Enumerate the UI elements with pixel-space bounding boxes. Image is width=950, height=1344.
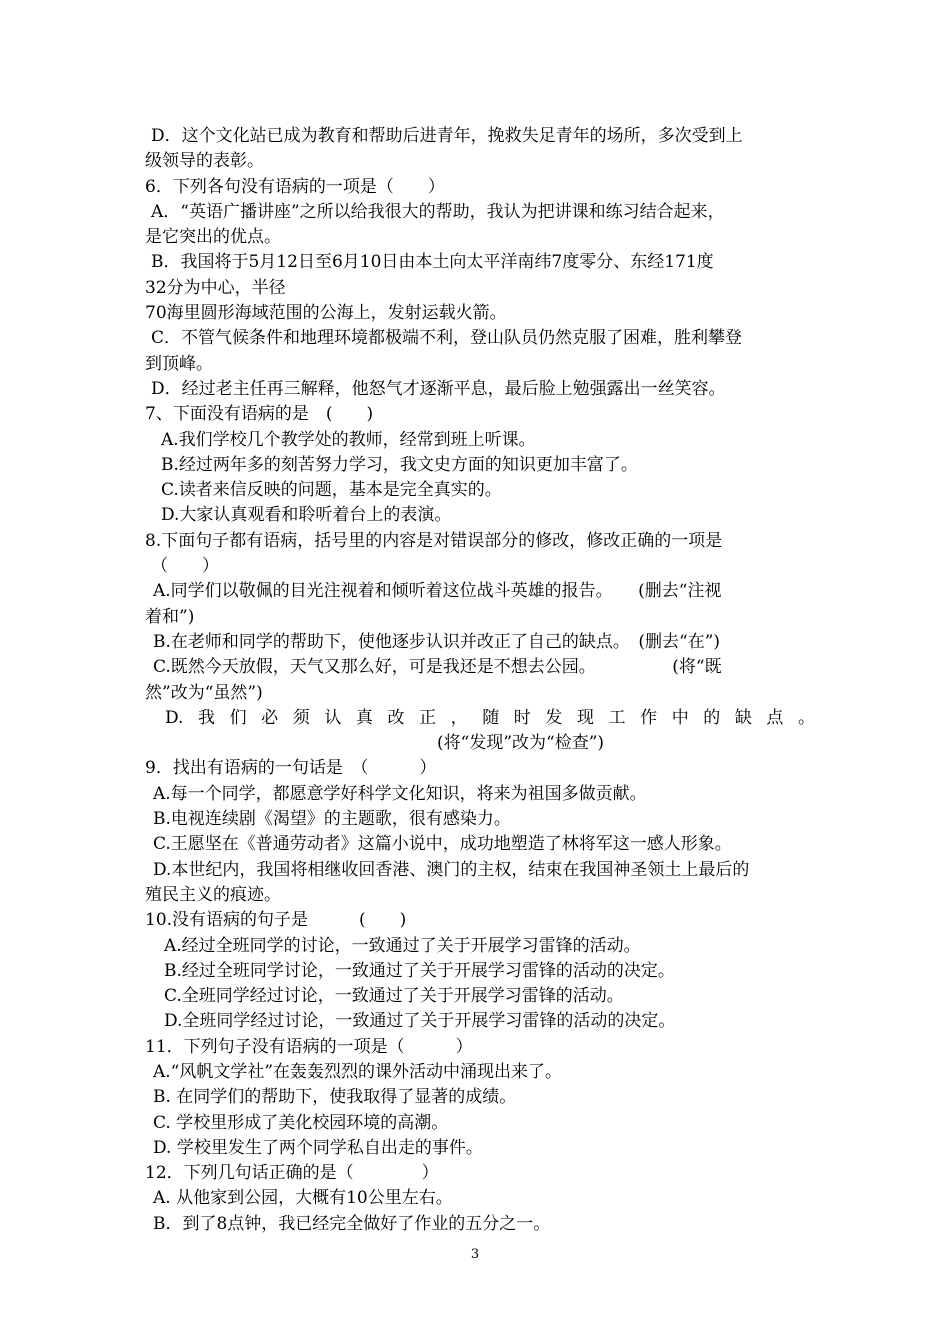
justified-char: 点 (766, 707, 784, 728)
text-line: 到顶峰。 (145, 353, 213, 374)
text-line: D.大家认真观看和聆听着台上的表演。 (161, 505, 452, 526)
justified-char: 发 (545, 707, 563, 728)
justified-char: 作 (640, 707, 658, 728)
page-number: 3 (470, 1247, 480, 1262)
justified-char: 时 (513, 707, 531, 728)
text-line: D.本世纪内，我国将相继收回香港、澳门的主权，结束在我国神圣领土上最后的 (153, 859, 750, 880)
text-line: 10.没有语病的句子是 ( ) (145, 910, 407, 931)
justified-char: 正 (419, 707, 437, 728)
text-line: A.同学们以敬佩的目光注视着和倾听着这位战斗英雄的报告。 (删去“注视 (153, 581, 722, 602)
text-line: 7、下面没有语病的是 ( ) (145, 404, 374, 425)
justified-char: 须 (292, 707, 310, 728)
justified-char: 工 (608, 707, 626, 728)
text-line: D.全班同学经过讨论，一致通过了关于开展学习雷锋的活动的决定。 (164, 1011, 676, 1032)
correction-note: (将“发现”改为“检查”) (437, 733, 605, 754)
text-line: B. 在同学们的帮助下，使我取得了显著的成绩。 (153, 1087, 517, 1108)
justified-char: 认 (324, 707, 342, 728)
text-line: D．经过老主任再三解释，他怒气才逐渐平息，最后脸上勉强露出一丝笑容。 (151, 378, 726, 399)
justified-char: 真 (355, 707, 373, 728)
text-line: B．我国将于5月12日至6月10日由本土向太平洋南纬7度零分、东经171度 (151, 252, 714, 273)
text-line: B.电视连续剧《渴望》的主题歌，很有感染力。 (153, 809, 511, 830)
justified-char: 。 (798, 707, 815, 728)
text-line: C.既然今天放假，天气又那么好，可是我还是不想去公园。 (将“既 (153, 657, 722, 678)
justified-char: 的 (703, 707, 721, 728)
text-line: 70海里圆形海域范围的公海上，发射运载火箭。 (145, 303, 507, 324)
text-line: 级领导的表彰。 (145, 151, 264, 172)
text-line: B.经过两年多的刻苦努力学习，我文史方面的知识更加丰富了。 (161, 454, 638, 475)
text-line: 11．下列句子没有语病的一项是（ ） (145, 1036, 473, 1057)
text-line: D. 学校里发生了两个同学私自出走的事件。 (153, 1137, 483, 1158)
text-line: 着和”) (145, 606, 195, 627)
justified-char: 改 (387, 707, 405, 728)
justified-char: 我 (198, 707, 216, 728)
text-line: 12．下列几句话正确的是（ ） (145, 1163, 439, 1184)
justified-char: 现 (576, 707, 594, 728)
justified-char: 们 (229, 707, 247, 728)
justified-char: ， (450, 707, 468, 728)
text-line: C.读者来信反映的问题，基本是完全真实的。 (161, 480, 502, 501)
text-line: B．到了8点钟，我已经完全做好了作业的五分之一。 (153, 1213, 551, 1234)
text-line: C. 学校里形成了美化校园环境的高潮。 (153, 1112, 449, 1133)
text-line: 然”改为“虽然”) (145, 682, 263, 703)
text-line: A．“英语广播讲座”之所以给我很大的帮助，我认为把讲课和练习结合起来， (151, 201, 725, 222)
text-line: 是它突出的优点。 (145, 227, 281, 248)
justified-char: D. (165, 707, 184, 728)
text-line: 32分为中心，半径 (145, 277, 286, 298)
text-line: A.每一个同学，都愿意学好科学文化知识，将来为祖国多做贡献。 (153, 783, 647, 804)
text-line: C.全班同学经过讨论，一致通过了关于开展学习雷锋的活动。 (164, 986, 624, 1007)
text-line: A.“风帆文学社”在轰轰烈烈的课外活动中涌现出来了。 (153, 1061, 563, 1082)
justified-char: 缺 (734, 707, 752, 728)
text-line: A.我们学校几个教学处的教师，经常到班上听课。 (161, 429, 536, 450)
text-line: （ ） (151, 556, 219, 577)
justified-char: 随 (482, 707, 500, 728)
page-content (145, 124, 815, 1237)
text-line: B.经过全班同学讨论，一致通过了关于开展学习雷锋的活动的决定。 (164, 960, 675, 981)
text-line: 9．找出有语病的一句话是 （ ） (145, 758, 437, 779)
question-block-2 (145, 756, 815, 1237)
text-line: A. 从他家到公园，大概有10公里左右。 (153, 1188, 453, 1209)
question-block-1 (145, 124, 815, 706)
text-line: C.王愿坚在《普通劳动者》这篇小说中，成功地塑造了林将军这一感人形象。 (153, 834, 732, 855)
text-line: 6．下列各句没有语病的一项是（ ） (145, 176, 445, 197)
justified-char: 必 (261, 707, 279, 728)
justified-option-line (145, 706, 815, 731)
text-line: A.经过全班同学的讨论，一致通过了关于开展学习雷锋的活动。 (164, 935, 641, 956)
text-line: D．这个文化站已成为教育和帮助后进青年，挽救失足青年的场所，多次受到上 (151, 126, 743, 146)
text-line: B.在老师和同学的帮助下，使他逐步认识并改正了自己的缺点。 (删去“在”) (153, 631, 721, 652)
text-line: 8.下面句子都有语病，括号里的内容是对错误部分的修改，修改正确的一项是 (145, 530, 723, 551)
text-line: C．不管气候条件和地理环境都极端不利，登山队员仍然克服了困难，胜利攀登 (151, 328, 743, 349)
justified-char: 中 (671, 707, 689, 728)
text-line: 殖民主义的痕迹。 (145, 884, 281, 905)
